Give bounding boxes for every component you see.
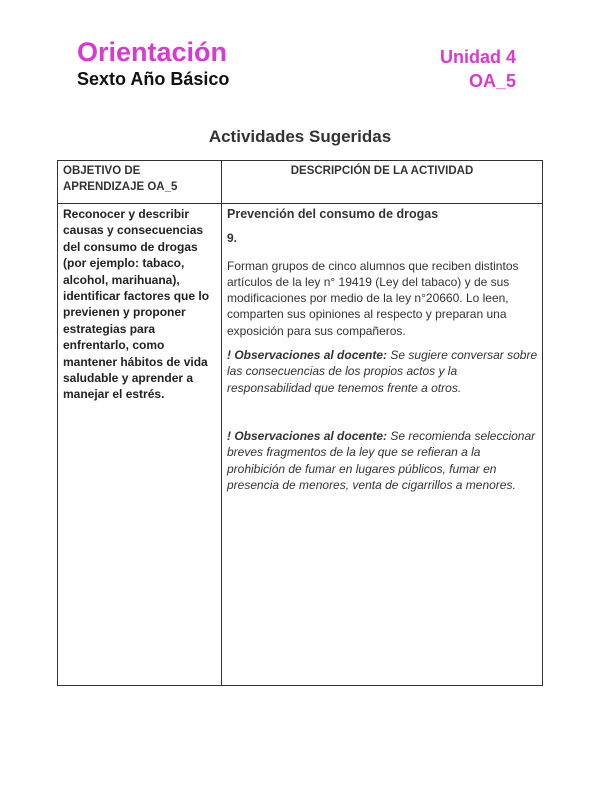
activity-cell	[227, 206, 539, 493]
objective-column-header: OBJETIVO DE APRENDIZAJE OA_5	[63, 165, 178, 193]
teacher-note-text: Se recomienda seleccionar breves fragmentos de la ley que se refieran a la prohibición de fumar en lugares públicos, fumar en presencia de menores, venta de cigarrillos a menores.	[227, 428, 536, 492]
oa-label: OA_5	[468, 71, 516, 91]
teacher-note	[227, 428, 539, 493]
teacher-note-text: Se sugiere conversar sobre las consecuencias de los propios actos y la responsabilidad que tenemos frente a otros.	[227, 348, 538, 395]
activity-column-header: DESCRIPCIÓN DE LA ACTIVIDAD	[290, 165, 474, 177]
activity-number: 9.	[227, 231, 238, 246]
teacher-note-label: ! Observaciones al docente:	[227, 428, 388, 443]
unit-label: Unidad 4	[439, 47, 516, 67]
subject-title: Orientación	[77, 37, 228, 67]
teacher-note-label: ! Observaciones al docente:	[227, 348, 388, 363]
activity-description: Forman grupos de cinco alumnos que reciben distintos artículos de la ley n° 19419 (Ley del tabaco) y de sus modificaciones por medio de la ley n°20660. Lo leen, comparten sus opiniones al respecto y preparan una exposición para sus compañeros.	[227, 258, 519, 338]
activity-table	[57, 160, 543, 686]
activity-title: Prevención del consumo de drogas	[227, 207, 439, 221]
objective-text: Reconocer y describir causas y consecuencias del consumo de drogas (por ejemplo: tabaco, alcohol, marihuana), identificar factores que lo previenen y proponer estrategias para enfrentarlo, como mantener hábitos de vida saludable y aprender a manejar el estrés.	[63, 207, 210, 402]
grade-subtitle: Sexto Año Básico	[77, 69, 230, 89]
teacher-note	[227, 347, 539, 396]
section-title: Actividades Sugeridas	[208, 127, 392, 146]
column-divider	[221, 161, 222, 685]
header-left	[77, 36, 229, 90]
header-right	[440, 45, 516, 93]
